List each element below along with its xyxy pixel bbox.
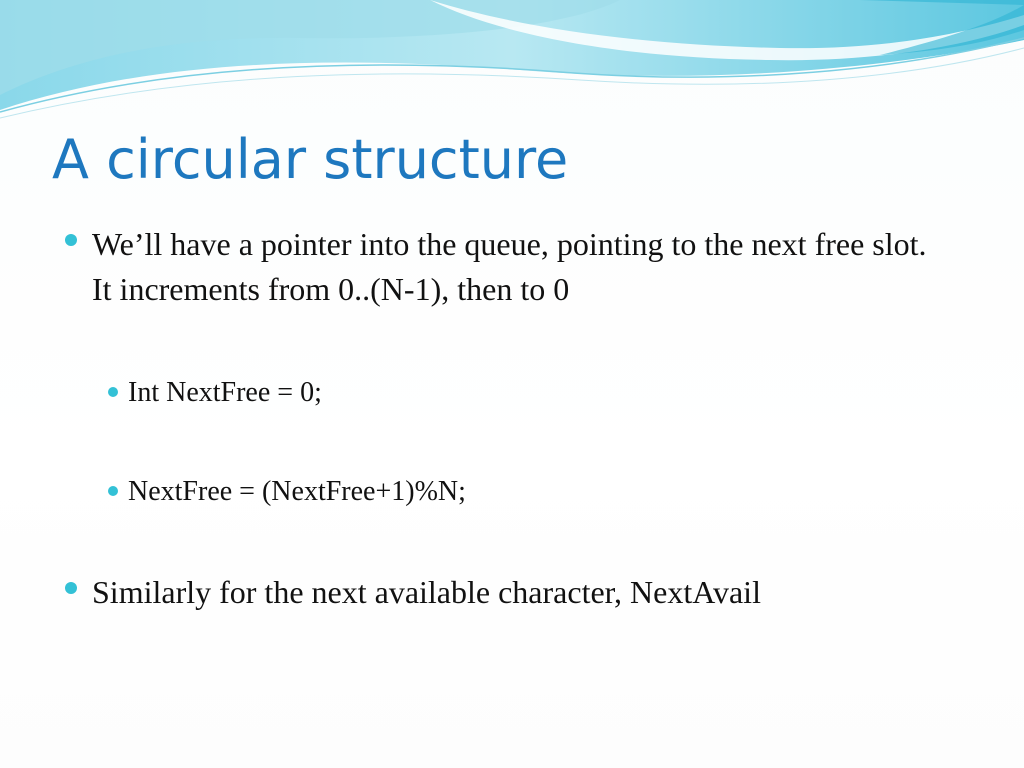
sub-bullet-item: [108, 375, 322, 411]
sub-bullet-text: NextFree = (NextFree+1)%N;: [128, 476, 466, 507]
bullet-text: Similarly for the next available character, NextAvail: [92, 574, 761, 610]
bullet-item: [65, 570, 945, 615]
bullet-item: [65, 222, 945, 312]
bullet-text: We’ll have a pointer into the queue, pointing to the next free slot. It increments from 0..(N-1), then to 0: [92, 226, 927, 307]
bullet-dot-icon: [65, 234, 77, 246]
header-wave-decoration: [0, 0, 1024, 130]
bullet-dot-icon: [108, 387, 118, 397]
slide-title: A circular structure: [52, 128, 569, 191]
bullet-dot-icon: [108, 486, 118, 496]
bullet-dot-icon: [65, 582, 77, 594]
sub-bullet-item: [108, 474, 466, 510]
sub-bullet-text: Int NextFree = 0;: [128, 377, 322, 408]
